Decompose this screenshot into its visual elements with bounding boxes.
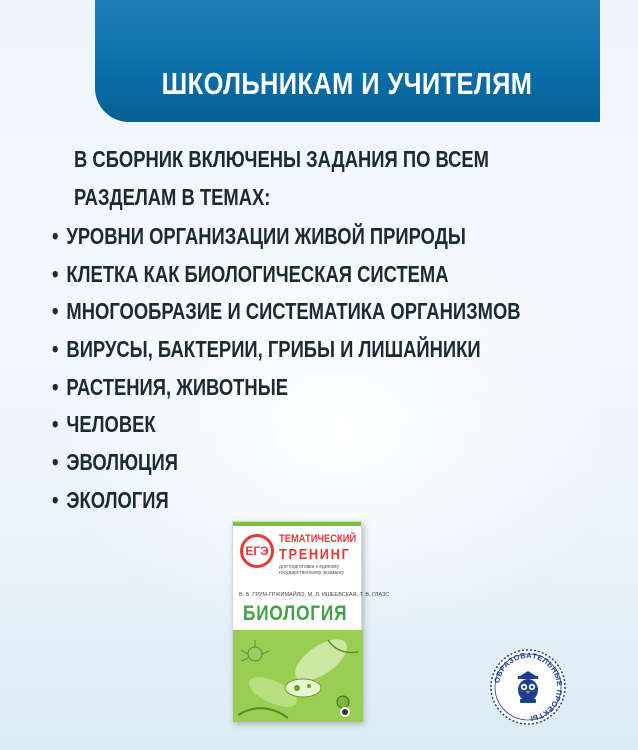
seal-text: ОБРАЗОВАТЕЛЬНЫЕ ПРОЕКТЫ [492,650,565,724]
intro-line-2: РАЗДЕЛАМ В ТЕМАХ: [74,184,271,210]
topic-item [52,482,521,520]
bullet-icon: • [52,336,59,363]
book-authors: В. Б. ГРУМ-ГРЖИМАЙЛО, М. Л. ИШЕЕВСКАЯ, Т. В. ГЛАЗС [239,592,390,598]
topic-label: ВИРУСЫ, БАКТЕРИИ, ГРИБЫ И ЛИШАЙНИКИ [66,336,481,363]
publisher-seal [489,648,567,726]
topic-item [52,218,521,256]
book-subtitle: для подготовки к единому государственному экзамену [279,564,345,576]
topics-list [52,218,638,520]
book-subject: БИОЛОГИЯ [243,602,348,625]
banner-title: ШКОЛЬНИКАМ И УЧИТЕЛЯМ [162,66,533,101]
topic-label: ЭВОЛЮЦИЯ [66,449,178,476]
book-series-line-2: ТРЕНИНГ [279,546,351,563]
bullet-icon: • [52,223,59,249]
topic-item [52,369,521,407]
topic-item [52,406,521,444]
intro-line-1: В СБОРНИК ВКЛЮЧЕНЫ ЗАДАНИЯ ПО ВСЕМ [74,146,489,172]
topic-label: ЭКОЛОГИЯ [66,486,169,513]
book-cover [232,521,390,721]
book-cover-art [233,630,363,722]
intro-text [74,140,489,216]
bullet-icon: • [52,298,59,325]
topic-label: КЛЕТКА КАК БИОЛОГИЧЕСКАЯ СИСТЕМА [66,260,449,287]
bullet-icon: • [52,449,59,476]
topic-item [52,256,521,294]
bullet-icon: • [52,411,59,438]
title-banner [95,0,600,122]
topic-label: ЧЕЛОВЕК [66,411,156,438]
topic-item [52,331,521,369]
topic-label: МНОГООБРАЗИЕ И СИСТЕМАТИКА ОРГАНИЗМОВ [66,298,521,325]
bullet-icon: • [52,486,59,513]
topic-label: УРОВНИ ОРГАНИЗАЦИИ ЖИВОЙ ПРИРОДЫ [66,223,466,249]
topic-item [52,293,521,331]
topic-label: РАСТЕНИЯ, ЖИВОТНЫЕ [66,373,289,400]
book-series-line-1: ТЕМАТИЧЕСКИЙ [279,533,357,545]
book-top-stripe [233,522,361,526]
ege-badge: ЕГЭ [240,534,274,568]
bullet-icon: • [52,373,59,400]
bullet-icon: • [52,260,59,287]
topic-item [52,444,521,482]
